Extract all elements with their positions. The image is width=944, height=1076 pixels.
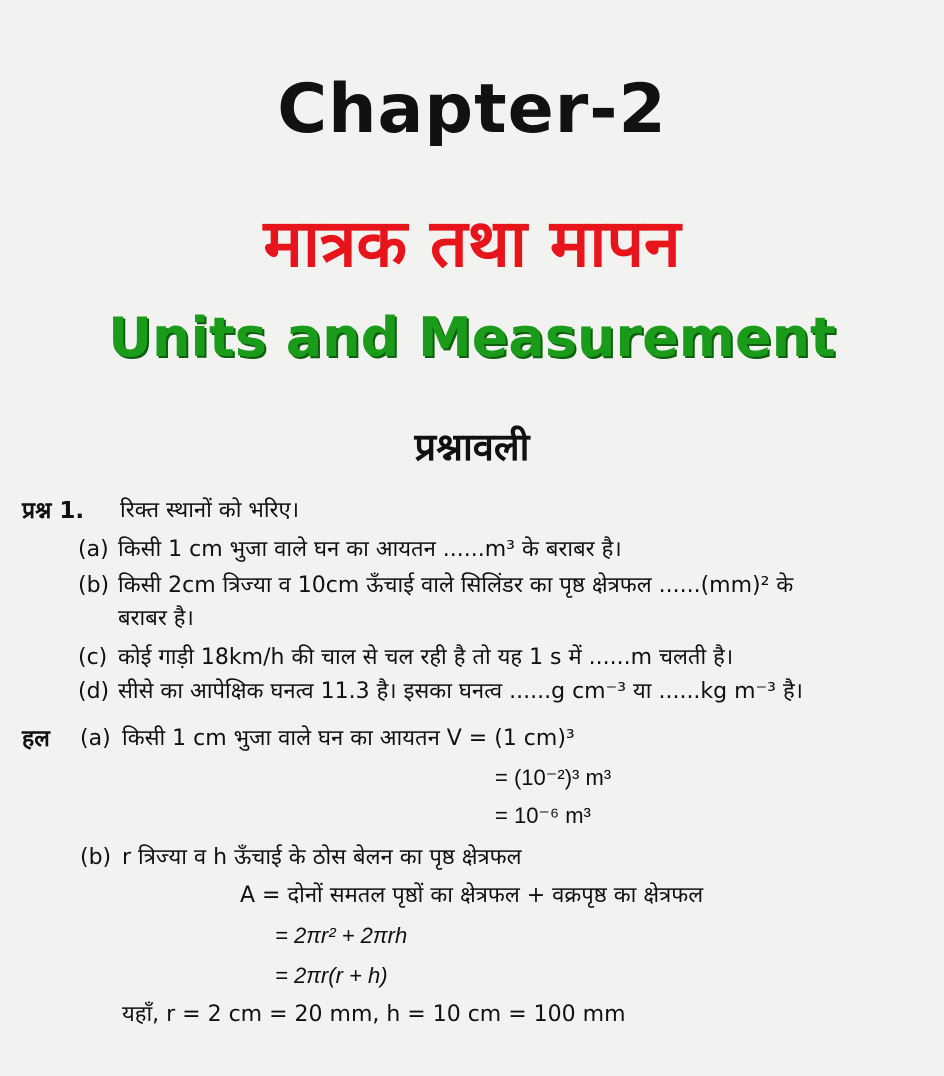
section-heading: प्रश्नावली bbox=[414, 425, 530, 469]
question-label: प्रश्न 1. bbox=[22, 498, 85, 524]
solution-a-tag: (a) bbox=[80, 726, 111, 751]
part-c-text: कोई गाड़ी 18km/h की चाल से चल रही है तो यह 1 s में ......m चलती है। bbox=[118, 645, 734, 670]
english-title: Units and Measurement bbox=[108, 306, 836, 369]
solution-b-tag: (b) bbox=[80, 845, 112, 870]
solution-b-line3: = 2πr² + 2πrh bbox=[275, 923, 408, 948]
part-c-tag: (c) bbox=[78, 645, 108, 670]
question-prompt: रिक्त स्थानों को भरिए। bbox=[120, 498, 300, 523]
solution-b-line2: A = दोनों समतल पृष्ठों का क्षेत्रफल + वक्रपृष्ठ का क्षेत्रफल bbox=[240, 883, 704, 908]
solution-b-line4: = 2πr(r + h) bbox=[275, 963, 388, 988]
part-d-tag: (d) bbox=[78, 679, 110, 704]
part-a-text: किसी 1 cm भुजा वाले घन का आयतन ......m³ के बराबर है। bbox=[118, 537, 622, 562]
solution-b-line1: r त्रिज्या व h ऊँचाई के ठोस बेलन का पृष्ठ क्षेत्रफल bbox=[122, 845, 522, 870]
solution-a-line1: किसी 1 cm भुजा वाले घन का आयतन V = (1 cm)³ bbox=[122, 726, 575, 751]
chapter-heading: Chapter-2 bbox=[277, 70, 667, 149]
part-b-text-cont: बराबर है। bbox=[118, 606, 194, 631]
hindi-title: मात्रक तथा मापन bbox=[263, 205, 681, 282]
solution-label: हल bbox=[22, 726, 50, 752]
part-b-text: किसी 2cm त्रिज्या व 10cm ऊँचाई वाले सिलिंडर का पृष्ठ क्षेत्रफल ......(mm)² के bbox=[118, 573, 794, 598]
solution-a-line3: = 10⁻⁶ m³ bbox=[495, 803, 591, 828]
part-a-tag: (a) bbox=[78, 537, 109, 562]
solution-b-line5: यहाँ, r = 2 cm = 20 mm, h = 10 cm = 100 mm bbox=[122, 1002, 626, 1027]
part-b-tag: (b) bbox=[78, 573, 110, 598]
solution-a-line2: = (10⁻²)³ m³ bbox=[495, 765, 612, 790]
part-d-text: सीसे का आपेक्षिक घनत्व 11.3 है। इसका घनत्व ......g cm⁻³ या ......kg m⁻³ है। bbox=[118, 679, 804, 704]
